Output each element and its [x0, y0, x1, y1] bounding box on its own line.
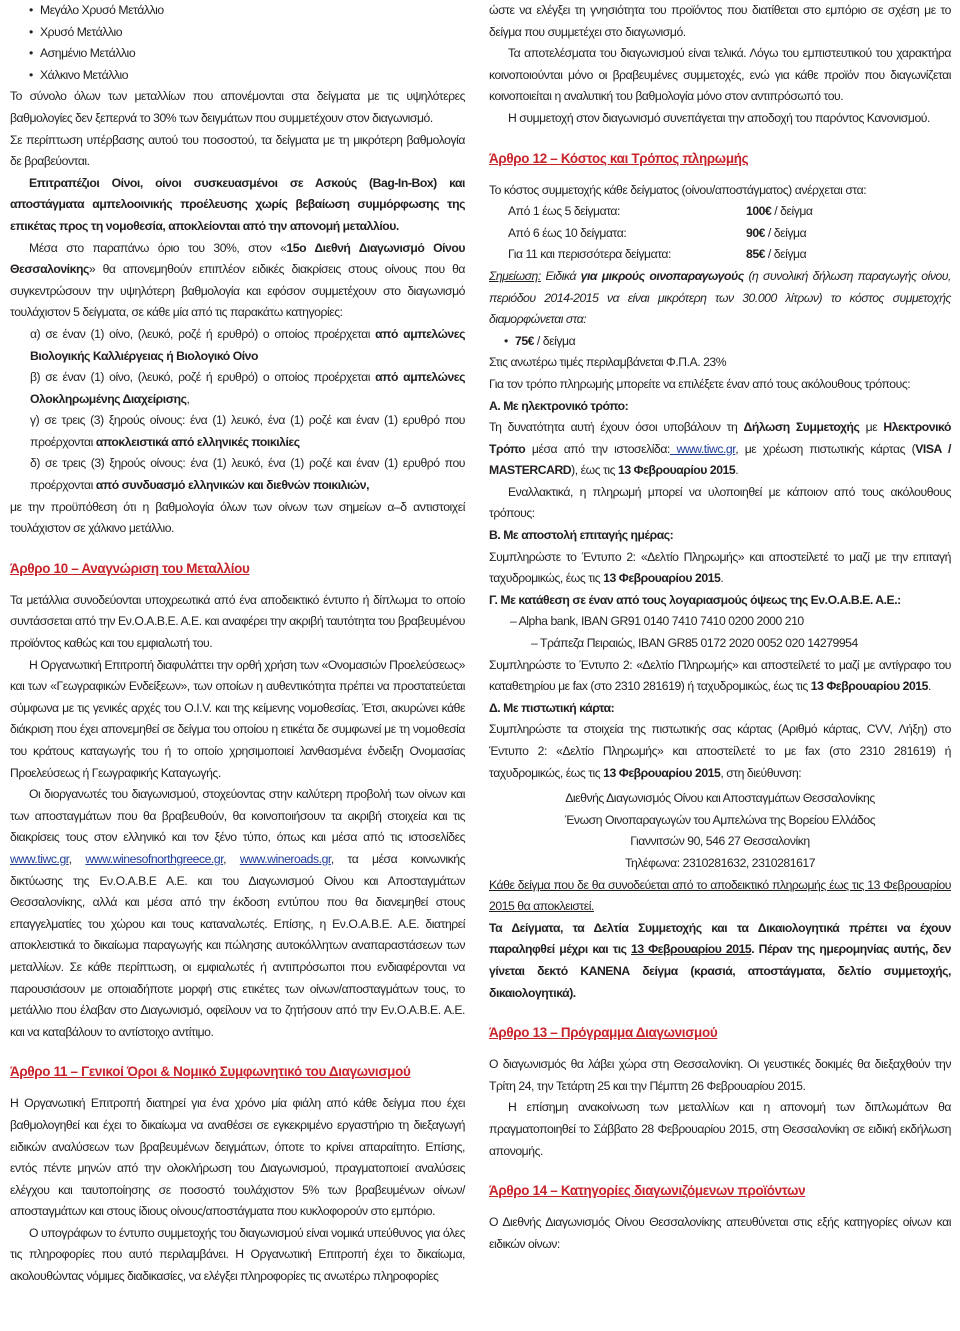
link-wineroads[interactable]: www.wineroads.gr	[239, 851, 331, 866]
paragraph: Το κόστος συμμετοχής κάθε δείγματος (οίνου/αποστάγματος) ανέρχεται στα:	[489, 182, 867, 197]
article-13-heading	[489, 1022, 951, 1044]
paragraph: Ο διαγωνισμός θα λάβει χώρα στη Θεσσαλονίκη. Οι γευστικές δοκιμές θα διεξαχθούν την Τρίτη 24, την Τετάρτη 25 και την Πέμπτη 26 Φεβρουαρίου 2015.	[489, 1057, 951, 1093]
small-producer-price	[489, 331, 951, 353]
paragraph: Ο υπογράφων το έντυπο συμμετοχής του διαγωνισμού είναι νομικά υπεύθυνος για όλες τις πληροφορίες που αυτό περιλαμβάνει. Η Οργανωτική Επιτροπή έχει το δικαίωμα, ακολουθώντας νόμιμες διαδικασίες, να ελέγξει πληροφορίες τις ανωτέρω πληροφορίες	[10, 1225, 465, 1284]
paragraph: Στις ανωτέρω τιμές περιλαμβάνεται Φ.Π.Α. 23%	[489, 355, 727, 370]
text-span: . Πέραν της ημερομηνίας αυτής, δεν γίνεται δεκτό ΚΑΝΕΝΑ δείγμα (κρασιά, αποστάγματα, δελτίο συμμετοχής, δικαιολογητικά).	[489, 942, 951, 1000]
spacer	[489, 1162, 951, 1180]
text-span: β) σε έναν (1) οίνο, (λευκό, ροζέ ή ερυθρό) ο οποίος προέρχεται	[30, 370, 376, 385]
text-span: Συμπληρώστε το Έντυπο 2: «Δελτίο Πληρωμής» και αποστείλετέ το μαζί με αντίγραφο του καταθετηρίου με fax (στο 2310 281619) ή ταχυδρομικώς, έως τις	[489, 657, 951, 694]
spacer	[10, 540, 465, 558]
text-span: για μικρούς οινοπαραγωγούς	[580, 268, 744, 283]
text-span: .	[735, 463, 739, 478]
text-span: Ηλεκτρονικό Τρόπο	[489, 420, 951, 456]
price-amount: 100€	[746, 204, 772, 219]
paragraph: Για τον τρόπο πληρωμής μπορείτε να επιλέξετε έναν από τους ακόλουθους τρόπους:	[489, 376, 911, 391]
paragraph	[489, 547, 951, 590]
price-value	[746, 201, 813, 223]
paragraph: Τα αποτελέσματα του διαγωνισμού είναι τελικά. Λόγω του εμπιστευτικού του χαρακτήρα κοινοποιούνται μόνο οι βραβευμένες συμμετοχές, ενώ για κάθε προϊόν που διαγωνίζεται κοινοποιείται η αναλυτική του βαθμολογία μόνο στον αντιπρόσωπό του.	[489, 46, 951, 104]
text-span: , τα μέσα κοινωνικής δικτύωσης της Εν.Ο.Α.Β.Ε Α.Ε. και του Διαγωνισμού Οίνου και Αποσταγμάτων Θεσσαλονίκης, αλλά και μέσα από την έκδοση εντύπου που θα διανεμηθεί στους επαγγελματίες του χώρου και τους καταναλωτές. Επίσης, η Εν.Ο.Α.Β.Ε. Α.Ε. διατηρεί αποκλειστικά το δικαίωμα παραγωγής και πώλησης αυτοκόλλητων αναπαραστάσεων των μεταλλίων. Σε κάθε περίπτωση, οι εμφιαλωτές ή αντιπρόσωποι που ενδιαφέρονται να παρουσιάσουν με οποιαδήποτε μορφή στις ετικέτες των οίνων/αποσταγμάτων τους, το μετάλλιο που έλαβαν στο Διαγωνισμό, οφείλουν να το ζητήσουν από την Εν.Ο.Α.Β.Ε. Α.Ε. και να καταβάλουν το αντίστοιχο αντίτιμο.	[10, 851, 466, 1039]
link-tiwc[interactable]: www.tiwc.gr	[10, 851, 69, 866]
text-span: (η συνολική δήλωση παραγωγής οίνου, περιόδου 2014-2015 να είναι μικρότερη των 30.000 λίτρων) το κόστος συμμετοχής διαμορφώνεται στα:	[489, 268, 951, 327]
price-unit: / δείγμα	[764, 225, 807, 240]
spacer	[489, 130, 951, 148]
spacer	[489, 170, 951, 180]
list-item: • Χάλκινο Μετάλλιο	[40, 65, 465, 87]
right-column	[489, 0, 951, 1331]
text-span: από αμπελώνες Βιολογικής Καλλιέργειας ή Βιολογικό Οίνο	[30, 326, 465, 363]
category-alpha	[30, 324, 465, 367]
bank-account: – Τράπεζα Πειραιώς, IBAN GR85 0172 2020 0052 020 14279954	[531, 636, 858, 651]
payment-method-b-title: Β. Με αποστολή επιταγής ημέρας:	[489, 528, 674, 543]
text-span: από συνδυασμό ελληνικών και διεθνών ποικιλιών,	[95, 478, 370, 493]
text-span: 13 Φεβρουαρίου 2015	[603, 765, 721, 780]
text-span: αποκλειστικά από ελληνικές ποικιλίες	[95, 434, 300, 449]
text-span: » θα απονεμηθούν επιπλέον ειδικές διακρίσεις στους οίνους που θα συγκεντρώσουν την υψηλότερη βαθμολογία και εφόσον συμμετέχουν στο διαγωνισμό τουλάχιστον 5 δείγματα, σε κάθε μία από τις παρακάτω κατηγορίες:	[10, 262, 465, 320]
text-span: 13 Φεβρουαρίου 2015	[631, 942, 752, 957]
price-unit: / δείγμα	[533, 333, 576, 348]
heading-text: Άρθρο 12 – Κόστος και Τρόπος πληρωμής	[489, 150, 749, 166]
bank-account: – Alpha bank, IBAN GR91 0140 7410 7410 0200 2000 210	[510, 614, 804, 629]
heading-text: Άρθρο 14 – Κατηγορίες διαγωνιζόμενων προϊόντων	[489, 1183, 806, 1199]
category-gamma	[30, 410, 465, 453]
text-span: Δήλωση Συμμετοχής	[743, 420, 860, 435]
article-14-heading	[489, 1180, 951, 1202]
category-beta	[30, 367, 465, 410]
paragraph: Η συμμετοχή στον διαγωνισμό συνεπάγεται την αποδοχή του παρόντος Κανονισμού.	[508, 110, 930, 125]
medal-list	[10, 0, 465, 86]
category-delta	[30, 453, 465, 496]
paragraph: Το σύνολο όλων των μεταλλίων που απονέμονται στα δείγματα με τις υψηλότερες βαθμολογίες δεν ξεπερνά το 30% των δειγμάτων που συμμετέχουν στον διαγωνισμό.	[10, 89, 465, 125]
paragraph: Εναλλακτικά, η πληρωμή μπορεί να υλοποιηθεί με κάποιον από τους ακόλουθους τρόπους:	[489, 484, 951, 521]
text-span: .	[720, 571, 724, 586]
spacer	[10, 580, 465, 590]
text-span: , στη διεύθυνση:	[720, 765, 802, 780]
text-span: 13 Φεβρουαρίου 2015	[618, 463, 736, 478]
text-span: με	[859, 420, 884, 435]
text-span: Τα Δείγματα, τα Δελτία Συμμετοχής και τα Δικαιολογητικά πρέπει να έχουν παραληφθεί μέχρι και τις	[489, 920, 951, 957]
price-row	[508, 201, 951, 223]
link-winesofnorthgreece[interactable]: www.winesofnorthgreece.gr	[85, 851, 224, 866]
paragraph	[10, 238, 465, 324]
heading-text: Άρθρο 13 – Πρόγραμμα Διαγωνισμού	[489, 1025, 718, 1041]
text-span: ,	[68, 851, 86, 866]
text-span: .	[927, 679, 931, 694]
price-unit: / δείγμα	[771, 204, 813, 219]
bold-paragraph: Επιτραπέζιοι Οίνοι, οίνοι συσκευασμένοι σε Ασκούς (Bag-In-Box) και αποστάγματα αμπελοοινικής προέλευσης χωρίς βεβαίωση συμμόρφωσης της επικέτας προς τη νομοθεσία, αποκλείονται από την απονομή μεταλλίου.	[10, 175, 465, 233]
paragraph: Ο Διεθνής Διαγωνισμός Οίνου Θεσσαλονίκης απευθύνεται στις εξής κατηγορίες οίνων και ειδικών οίνων:	[489, 1215, 951, 1251]
address-line: Τηλέφωνα: 2310281632, 2310281617	[624, 855, 816, 870]
article-11-heading	[10, 1061, 465, 1083]
text-span: δ) σε τρεις (3) ξηρούς οίνους: ένα (1) λευκό, ένα (1) ροζέ και έναν (1) ερυθρό που προέρχονται	[30, 456, 465, 493]
paragraph: Σε περίπτωση υπέρβασης αυτού του ποσοστού, τα δείγματα με τη μικρότερη βαθμολογία δε βραβεύονται.	[10, 132, 465, 169]
paragraph: Η επίσημη ανακοίνωση των μεταλλίων και η απονομή των διπλωμάτων θα πραγματοποιηθεί το Σάββατο 28 Φεβρουαρίου 2015, στη Θεσσαλονίκη σε ειδική εκδήλωση απονομής.	[489, 1100, 951, 1158]
paragraph: Κάθε δείγμα που δε θα συνοδεύεται από το αποδεικτικό πληρωμής έως τις 13 Φεβρουαρίου 2015 θα αποκλειστεί.	[489, 877, 951, 914]
text-span: Συμπληρώστε τα στοιχεία της πιστωτικής σας κάρτας (Αριθμό κάρτας, CVV, Λήξη) στο Έντυπο 2: «Δελτίο Πληρωμής» και αποστείλετέ το με fax (στο 2310 281619) ή ταχυδρομικώς, έως τις	[489, 722, 951, 780]
paragraph	[10, 784, 465, 1043]
list-item: • Χρυσό Μετάλλιο	[40, 22, 465, 44]
article-12-heading	[489, 148, 951, 170]
spacer	[10, 1043, 465, 1061]
address-line: Διεθνής Διαγωνισμός Οίνου και Αποσταγμάτων Θεσσαλονίκης	[565, 791, 875, 806]
payment-method-c-title: Γ. Με κατάθεση σε έναν από τους λογαριασμούς όψεως της Εν.Ο.Α.Β.Ε. Α.Ε.:	[489, 592, 901, 607]
spacer	[489, 1202, 951, 1212]
text-span: 13 Φεβρουαρίου 2015	[810, 679, 928, 694]
text-span: VISA / MASTERCARD	[489, 441, 951, 478]
note-label: Σημείωση:	[489, 268, 541, 283]
paragraph: Η Οργανωτική Επιτροπή διατηρεί για ένα χρόνο μία φιάλη από κάθε δείγμα που έχει βαθμολογηθεί και έχει το δικαίωμα να αναθέσει σε εγκεκριμένο εργαστήριο τη διεξαγωγή ειδικών αναλύσεων των βραβευμένων δειγμάτων, όποτε το κρίνει απαραίτητο. Επίσης, εντός πέντε μηνών από την ολοκλήρωση του Διαγωνισμού, πραγματοποιεί αναλύσεις ελέγχου και ταυτοποίησης σε ποσοστό τουλάχιστον 5% των βραβευμένων οίνων/αποσταγμάτων και στους ίδιους οίνους/αποστάγματα που κυκλοφορούν στο εμπόριο.	[10, 1096, 465, 1219]
price-range: Από 1 έως 5 δείγματα:	[508, 204, 620, 219]
text-span: μέσα από την ιστοσελίδα:	[525, 441, 670, 456]
price-range: Από 6 έως 10 δείγματα:	[508, 225, 627, 240]
text-span: α) σε έναν (1) οίνο, (λευκό, ροζέ ή ερυθρό) ο οποίος προέρχεται	[30, 326, 376, 341]
text-span: Ειδικά	[540, 268, 581, 283]
text-span: ,	[223, 851, 240, 866]
note-paragraph	[489, 266, 951, 331]
text-span: από αμπελώνες Ολοκληρωμένης Διαχείρισης	[30, 370, 465, 406]
price-amount: 75€	[515, 333, 534, 348]
heading-text: Άρθρο 10 – Αναγνώριση του Μεταλλίου	[10, 560, 250, 576]
price-range: Για 11 και περισσότερα δείγματα:	[508, 247, 671, 262]
text-span: Συμπληρώστε το Έντυπο 2: «Δελτίο Πληρωμής» και αποστείλετέ το μαζί με την επιταγή ταχυδρομικώς, έως τις	[489, 549, 951, 586]
text-span: Μέσα στο παραπάνω όριο του 30%, στον «	[29, 240, 287, 255]
text-span: Τη δυνατότητα αυτή έχουν όσοι υποβάλουν τη	[489, 420, 744, 435]
deadline-paragraph	[489, 918, 951, 1004]
paragraph: Η Οργανωτική Επιτροπή διαφυλάττει την ορθή χρήση των «Ονομασιών Προελεύσεως» και των «Γεωγραφικών Ενδείξεων», των οποίων η αυθεντικότητα πρέπει να προστατεύεται σύμφωνα με τις γενικές αρχές του Ο.Ι.V. και της κείμενης νομοθεσίας. Έτσι, ακυρώνει κάθε διάκριση που έχει απονεμηθεί σε δείγμα του οποίου η ετικέτα δε συμφωνεί με τη νομοθεσία του κράτους καταγωγής του ή το οποίο χρησιμοποιεί λανθασμένα ένδειξη Ονομασίας Προελεύσεως ή Γεωγραφικής Καταγωγής.	[10, 657, 465, 780]
paragraph: με την προϋπόθεση ότι η βαθμολογία όλων των οίνων των σημείων α–δ αντιστοιχεί τουλάχιστον σε χάλκινο μετάλλιο.	[10, 499, 465, 536]
price-row	[508, 223, 951, 245]
link-tiwc[interactable]: www.tiwc.gr	[669, 441, 736, 456]
heading-text: Άρθρο 11 – Γενικοί Όροι & Νομικό Συμφωνητικό του Διαγωνισμού	[10, 1064, 411, 1080]
text-span: γ) σε τρεις (3) ξηρούς οίνους: ένα (1) λευκό, ένα (1) ροζέ και έναν (1) ερυθρό που προέρχονται	[30, 413, 465, 449]
payment-method-a-title: Α. Με ηλεκτρονικό τρόπο:	[489, 398, 629, 413]
price-row	[508, 244, 951, 266]
paragraph	[489, 719, 951, 784]
spacer	[489, 1004, 951, 1022]
paragraph: Τα μετάλλια συνοδεύονται υποχρεωτικά από ένα αποδεικτικό έντυπο ή δίπλωμα το οποίο συντάσσεται από την Εν.Ο.Α.Β.Ε. Α.Ε. και αναφέρει την ακριβή ταυτότητα του βραβευμένου προϊόντος καθώς και του εμφιαλωτή του.	[10, 592, 465, 651]
list-item: • Μεγάλο Χρυσό Μετάλλιο	[40, 0, 465, 22]
text-span: ,	[186, 391, 190, 406]
text-span: Οι διοργανωτές του διαγωνισμού, στοχεύοντας στην καλύτερη προβολή των οίνων και των αποσταγμάτων που θα βραβευθούν, θα κοινοποιήσουν τα ακριβή στοιχεία και τις διακρίσεις τους στον ελληνικό και τον ξένο τύπο, όπως και μέσα από τις ιστοσελίδες	[10, 787, 465, 845]
price-value	[746, 244, 806, 266]
left-column	[10, 0, 465, 1331]
list-item: • Ασημένιο Μετάλλιο	[40, 43, 465, 65]
price-amount: 85€	[746, 247, 765, 262]
payment-method-d-title: Δ. Με πιστωτική κάρτα:	[489, 700, 615, 715]
price-amount: 90€	[746, 225, 765, 240]
price-value	[746, 223, 806, 245]
paragraph: ώστε να ελέγξει τη γνησιότητα του προϊόντος που διατίθεται στο εμπόριο σε σχέση με το δείγμα που συμμετέχει στο διαγωνισμό.	[489, 3, 951, 39]
spacer	[10, 1083, 465, 1093]
address-line: Ένωση Οινοπαραγωγών του Αμπελώνα της Βορείου Ελλάδος	[564, 812, 876, 827]
text-span: , με χρέωση πιστωτικής κάρτας (	[735, 441, 916, 456]
competition-name: 15ο Διεθνή Διαγωνισμό Οίνου Θεσσαλονίκης	[10, 240, 465, 277]
text-span: 13 Φεβρουαρίου 2015	[603, 571, 721, 586]
article-10-heading	[10, 558, 465, 580]
spacer	[489, 1044, 951, 1054]
list-item	[515, 331, 951, 353]
address-line: Γιαννιτσών 90, 546 27 Θεσσαλονίκη	[630, 834, 810, 849]
paragraph	[489, 655, 951, 698]
text-span: ), έως τις	[571, 463, 619, 478]
paragraph	[489, 417, 951, 482]
price-unit: / δείγμα	[764, 247, 807, 262]
